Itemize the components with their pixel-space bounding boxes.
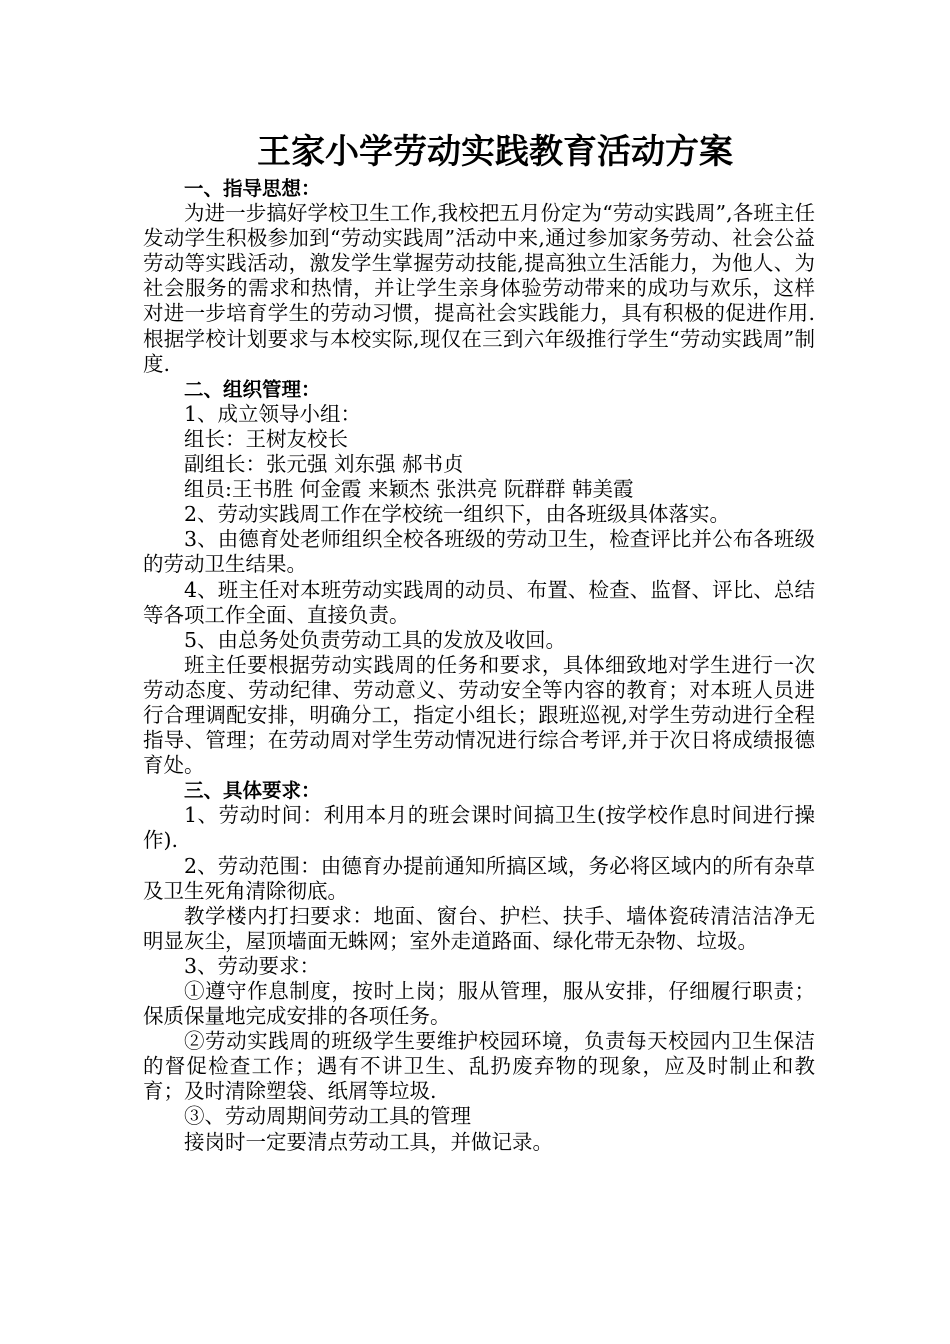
body-paragraph: 组员:王书胜 何金霞 来颖杰 张洪亮 阮群群 韩美霞 [184,477,634,502]
body-paragraph: 2、劳动范围：由德育办提前通知所搞区域，务必将区域内的所有杂草及卫生死角清除彻底。 [143,853,815,903]
body-paragraph: 教学楼内打扫要求：地面、窗台、护栏、扶手、墙体瓷砖清洁洁净无明显灰尘，屋顶墙面无蛛网；室外走道路面、绿化带无杂物、垃圾。 [143,903,815,953]
body-paragraph: 副组长：张元强 刘东强 郝书贞 [184,452,464,477]
section-heading: 三、具体要求： [184,779,321,803]
body-paragraph: 接岗时一定要清点劳动工具，并做记录。 [184,1129,553,1154]
body-paragraph: ①遵守作息制度，按时上岗；服从管理，服从安排，仔细履行职责；保质保量地完成安排的各项任务。 [143,979,815,1029]
body-paragraph: 4、班主任对本班劳动实践周的动员、布置、检查、监督、评比、总结等各项工作全面、直接负责。 [143,577,815,627]
body-paragraph: 组长：王树友校长 [184,426,348,451]
body-paragraph: 3、劳动要求： [184,953,321,978]
body-paragraph: 班主任要根据劳动实践周的任务和要求，具体细致地对学生进行一次劳动态度、劳动纪律、劳动意义、劳动安全等内容的教育；对本班人员进行合理调配安排，明确分工，指定小组长；跟班巡视,对学生劳动进行全程指导、管理；在劳动周对学生劳动情况进行综合考评,并于次日将成绩报德育处。 [143,652,815,778]
section-heading: 二、组织管理： [184,377,321,401]
document-body [143,176,815,1155]
body-paragraph: ③、劳动周期间劳动工具的管理 [184,1104,471,1129]
body-paragraph: 5、由总务处负责劳动工具的发放及收回。 [184,627,567,652]
body-paragraph: 1、成立领导小组： [184,401,362,426]
document-title: 王家小学劳动实践教育活动方案 [257,132,733,172]
body-paragraph: ②劳动实践周的班级学生要维护校园环境，负责每天校园内卫生保洁的督促检查工作；遇有不讲卫生、乱扔废弃物的现象，应及时制止和教育；及时清除塑袋、纸屑等垃圾. [143,1029,815,1104]
body-paragraph: 3、由德育处老师组织全校各班级的劳动卫生，检查评比并公布各班级的劳动卫生结果。 [143,527,815,577]
body-paragraph: 1、劳动时间：利用本月的班会课时间搞卫生(按学校作息时间进行操作). [143,803,815,853]
section-heading: 一、指导思想： [184,177,321,200]
body-paragraph: 2、劳动实践周工作在学校统一组织下，由各班级具体落实。 [184,502,731,527]
body-paragraph: 为进一步搞好学校卫生工作,我校把五月份定为“劳动实践周”,各班主任发动学生积极参加到“劳动实践周”活动中来,通过参加家务劳动、社会公益劳动等实践活动，激发学生掌握劳动技能,提高独立生活能力，为他人、为社会服务的需求和热情，并让学生亲身体验劳动带来的成功与欢乐，这样对进一步培育学生的劳动习惯，提高社会实践能力，具有积极的促进作用.根据学校计划要求与本校实际,现仅在三到六年级推行学生“劳动实践周”制度. [143,201,815,376]
